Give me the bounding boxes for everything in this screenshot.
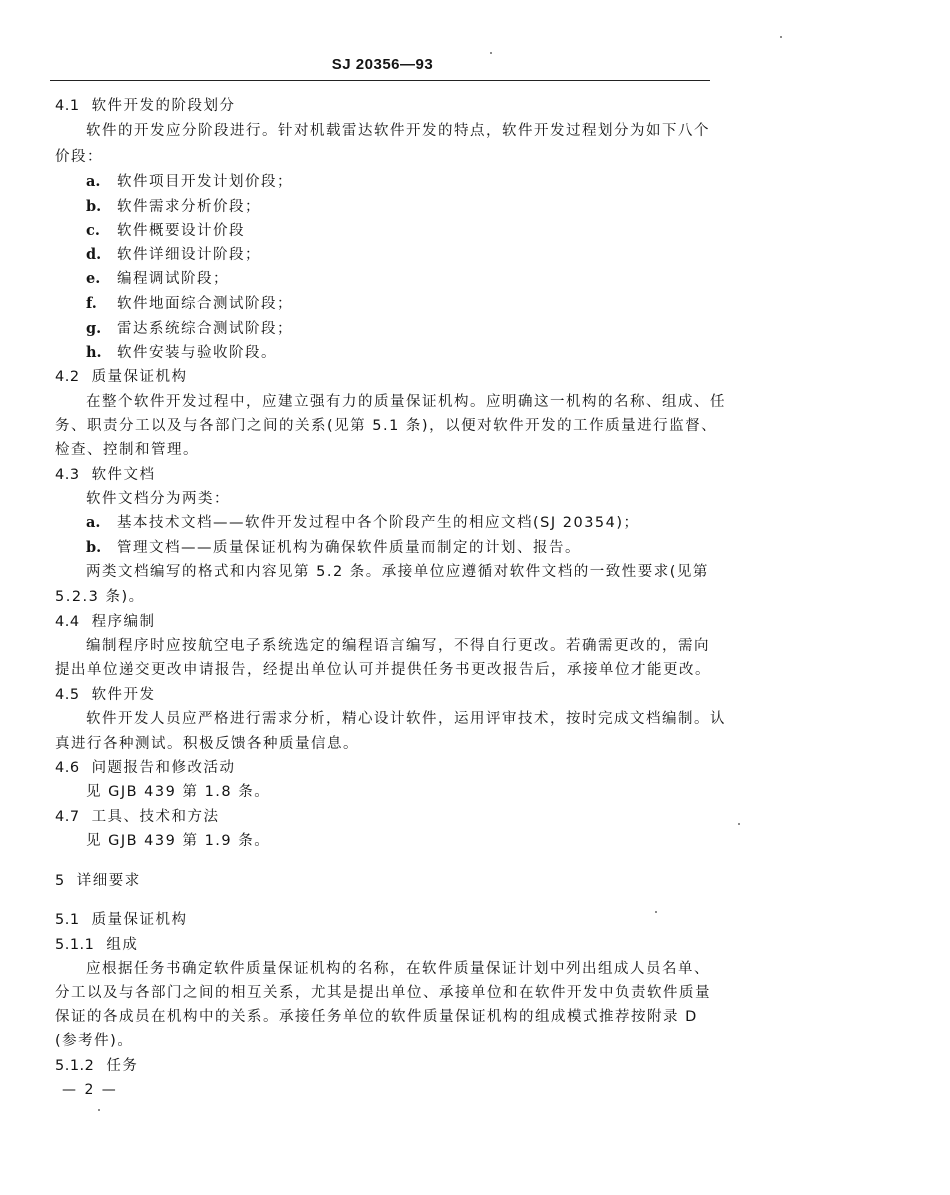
list-label: b.	[86, 198, 102, 215]
paragraph-line: 务、职责分工以及与各部门之间的关系(见第 5.1 条)，以便对软件开发的工作质量进行监督、	[55, 418, 718, 434]
list-item	[86, 343, 277, 363]
section-number: 4.6	[55, 760, 80, 776]
paragraph-line: 分工以及与各部门之间的相互关系，尤其是提出单位、承接单位和在软件开发中负责软件质量	[55, 985, 711, 1001]
list-label: a.	[86, 173, 101, 190]
list-item	[86, 319, 293, 339]
section-title: 工具、技术和方法	[91, 809, 220, 825]
section-title: 质量保证机构	[91, 369, 188, 385]
paragraph-line: 软件开发人员应严格进行需求分析，精心设计软件，运用评审技术，按时完成文档编制。认	[86, 711, 726, 727]
header-rule	[50, 80, 710, 81]
list-label: c.	[86, 222, 100, 239]
paragraph-line: 应根据任务书确定软件质量保证机构的名称，在软件质量保证计划中列出组成人员名单、	[86, 961, 710, 977]
list-label: b.	[86, 539, 102, 556]
section-heading	[55, 807, 220, 827]
section-title: 任务	[106, 1058, 139, 1074]
list-label: g.	[86, 320, 102, 337]
list-text: 软件详细设计阶段；	[117, 247, 261, 263]
section-heading	[55, 96, 236, 116]
section-title: 软件文档	[91, 467, 156, 483]
paragraph-line: 编制程序时应按航空电子系统选定的编程语言编写，不得自行更改。若确需更改的，需向	[86, 638, 710, 654]
list-item	[86, 269, 229, 289]
section-title: 组成	[106, 937, 139, 953]
section-title: 质量保证机构	[91, 912, 188, 928]
paragraph-line: 检查、控制和管理。	[55, 442, 199, 458]
list-item	[86, 513, 640, 533]
list-text: 软件安装与验收阶段。	[117, 345, 277, 361]
paragraph-line: 价段：	[55, 149, 103, 165]
chapter-heading	[55, 871, 141, 891]
list-text: 编程调试阶段；	[117, 271, 229, 287]
section-number: 4.3	[55, 467, 80, 483]
scan-speck	[655, 911, 657, 913]
list-text: 软件需求分析价段；	[117, 199, 261, 215]
section-title: 软件开发的阶段划分	[91, 98, 236, 114]
paragraph-line: 两类文档编写的格式和内容见第 5.2 条。承接单位应遵循对软件文档的一致性要求(见第	[86, 564, 709, 580]
section-heading	[55, 685, 156, 705]
paragraph-line: 软件文档分为两类：	[86, 491, 230, 507]
section-heading	[55, 910, 188, 930]
list-item	[86, 294, 293, 314]
section-heading	[55, 935, 138, 955]
section-number: 5.1.2	[55, 1058, 95, 1074]
paragraph-line: 软件的开发应分阶段进行。针对机载雷达软件开发的特点，软件开发过程划分为如下八个	[86, 123, 710, 139]
paragraph-line: 5.2.3 条)。	[55, 589, 145, 605]
section-number: 4.2	[55, 369, 80, 385]
section-number: 4.1	[55, 98, 80, 114]
paragraph-line: 保证的各成员在机构中的关系。承接任务单位的软件质量保证机构的组成模式推荐按附录 D	[55, 1009, 698, 1025]
list-label: h.	[86, 344, 102, 361]
list-item	[86, 221, 245, 241]
list-text: 软件概要设计价段	[117, 223, 245, 239]
section-heading	[55, 367, 188, 387]
scan-speck	[780, 36, 782, 38]
list-text: 雷达系统综合测试阶段；	[117, 321, 293, 337]
list-label: a.	[86, 514, 101, 531]
section-number: 4.5	[55, 687, 80, 703]
list-label: d.	[86, 246, 102, 263]
section-number: 4.7	[55, 809, 80, 825]
list-text: 软件项目开发计划价段；	[117, 174, 293, 190]
scan-speck	[738, 823, 740, 825]
list-label: f.	[86, 295, 97, 312]
section-title: 软件开发	[91, 687, 156, 703]
section-heading	[55, 465, 156, 485]
section-heading	[55, 758, 236, 778]
section-title: 详细要求	[76, 873, 141, 889]
document-code-header: SJ 20356—93	[331, 56, 434, 73]
section-heading	[55, 612, 156, 632]
section-number: 5	[55, 873, 65, 889]
paragraph-line: 提出单位递交更改申请报告，经提出单位认可并提供任务书更改报告后，承接单位才能更改。	[55, 662, 711, 678]
list-item	[86, 197, 261, 217]
paragraph-line: 在整个软件开发过程中，应建立强有力的质量保证机构。应明确这一机构的名称、组成、任	[86, 394, 726, 410]
section-number: 4.4	[55, 614, 80, 630]
list-label: e.	[86, 270, 101, 287]
list-item	[86, 172, 293, 192]
paragraph-line: 见 GJB 439 第 1.8 条。	[86, 784, 271, 800]
list-text: 软件地面综合测试阶段；	[117, 296, 293, 312]
page-number: — 2 —	[62, 1082, 118, 1098]
list-text: 基本技术文档——软件开发过程中各个阶段产生的相应文档(SJ 20354)；	[117, 515, 640, 531]
section-number: 5.1	[55, 912, 80, 928]
paragraph-line: 见 GJB 439 第 1.9 条。	[86, 833, 271, 849]
section-number: 5.1.1	[55, 937, 95, 953]
paragraph-line: 真进行各种测试。积极反馈各种质量信息。	[55, 736, 359, 752]
section-title: 问题报告和修改活动	[91, 760, 236, 776]
list-text: 管理文档——质量保证机构为确保软件质量而制定的计划、报告。	[117, 540, 581, 556]
section-title: 程序编制	[91, 614, 156, 630]
paragraph-line: (参考件)。	[55, 1033, 134, 1049]
section-heading	[55, 1056, 138, 1076]
list-item	[86, 245, 261, 265]
scan-speck	[490, 52, 492, 54]
scan-speck	[98, 1109, 100, 1111]
list-item	[86, 538, 581, 558]
